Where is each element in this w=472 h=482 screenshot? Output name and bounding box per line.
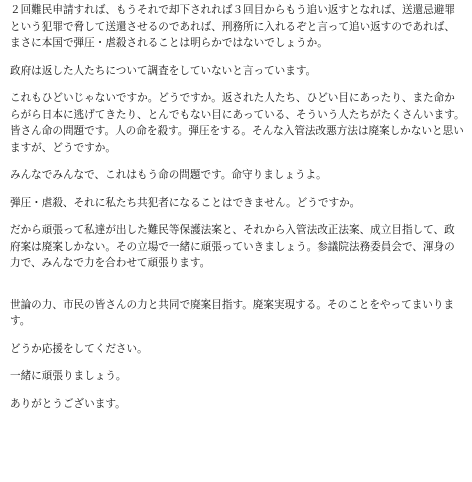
paragraph-6: だから頑張って私達が出した難民等保護法案と、それから入管法改正法案、成立目指して、政府案は廃案しかない。その立場で一緒に頑張っていきましょう。参議院法務委員会で、渾身の力で、みんなで力を合わせて頑張ります。 <box>10 224 455 269</box>
paragraph-5: 弾圧・虐殺、それに私たち共犯者になることはできません。どうですか。 <box>10 196 361 209</box>
paragraph-3: これもひどいじゃないですか。どうですか。返された人たち、ひどい目にあったり、また命からがら日本に逃げてきたり、とんでもない目にあっている、そういう人たちがたくさんいます。皆さん命の問題です。人の命を殺す。弾圧をする。そんな入管法改悪方法は廃案しかないと思いますが、どうですか。 <box>10 92 465 154</box>
paragraph-8: どうか応援をしてください。 <box>10 342 148 355</box>
paragraph-7: 世論の力、市民の皆さんの力と共同で廃案目指す。廃案実現する。そのことをやってまいります。 <box>10 298 455 327</box>
paragraph-1: ２回難民申請すれば、もうそれで却下されれば３回目からもう追い返すとなれば、送還忌避罪という犯罪で脅して送還させるのであれば、刑務所に入れるぞと言って追い返すのであれば、まさに本国で弾圧・虐殺されることは明らかではないでしょうか。 <box>10 4 455 49</box>
paragraph-10: ありがとうございます。 <box>10 397 126 410</box>
paragraph-9: 一緒に頑張りましょう。 <box>10 370 127 382</box>
paragraph-2: 政府は返した人たちについて調査をしていないと言っています。 <box>10 64 317 77</box>
speech-transcript <box>10 2 465 412</box>
paragraph-4: みんなでみんなで、これはもう命の問題です。命守りましょうよ。 <box>10 169 327 181</box>
